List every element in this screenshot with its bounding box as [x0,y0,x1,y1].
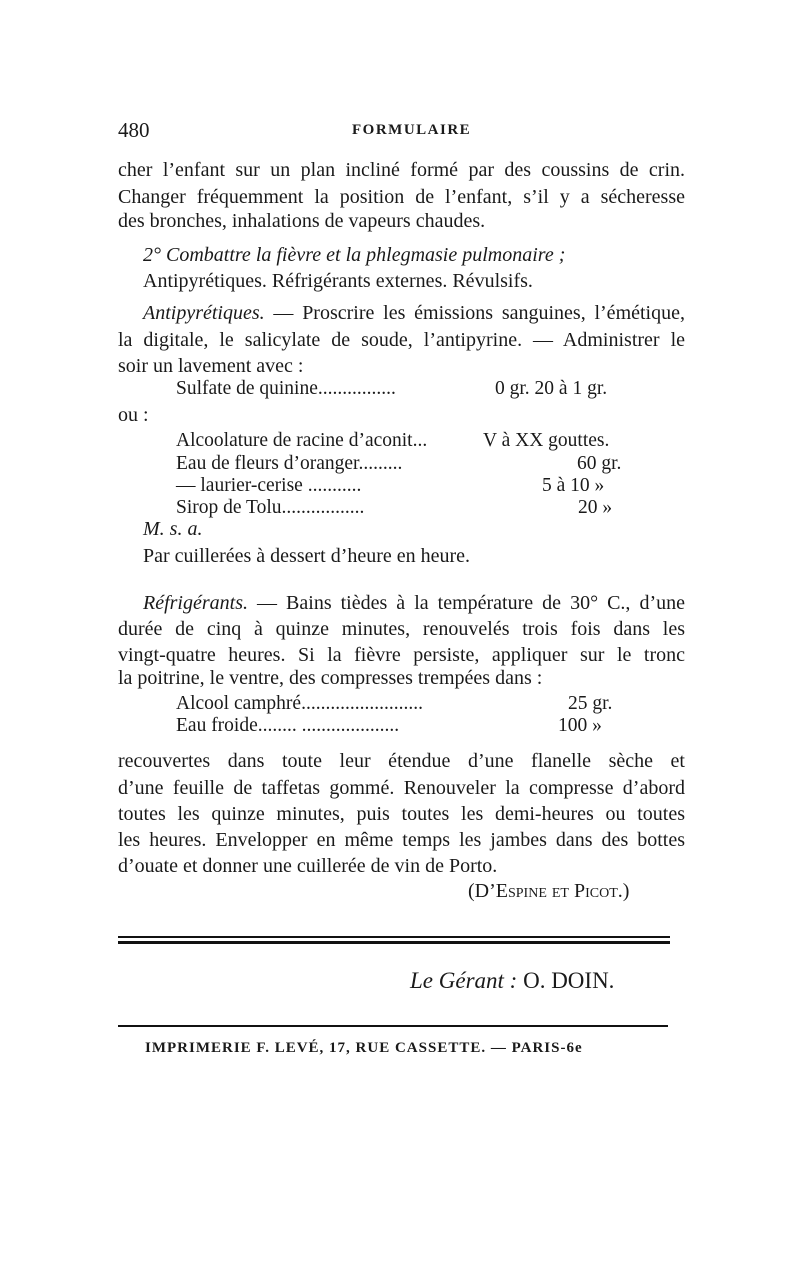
body-line: vingt-quatre heures. Si la fièvre persiste, appliquer sur le tronc [118,644,685,666]
formula-ingredient: Eau de fleurs d’oranger......... [176,453,403,474]
antipyretiques-line [143,300,685,326]
antipyretiques-text: — Proscrire les émissions sanguines, l’émétique, [264,302,685,324]
printer-imprint: IMPRIMERIE F. LEVÉ, 17, RUE CASSETTE. — PARIS-6e [145,1040,583,1056]
formula-dose: 5 à 10 » [542,475,605,496]
body-line: cher l’enfant sur un plan incliné formé par des coussins de crin. [118,159,685,181]
body-line: d’une feuille de taffetas gommé. Renouveler la compresse d’abord [118,777,685,799]
body-line: soir un lavement avec : [118,355,304,377]
signature-name: O. DOIN. [523,968,615,993]
formula-dose: 60 gr. [577,453,622,474]
imprint-rule [118,1025,668,1027]
attribution: (D’Espine et Picot.) [468,880,630,902]
body-line: d’ouate et donner une cuillerée de vin de Porto. [118,855,498,877]
signature-line [410,968,614,994]
formula-ingredient: Eau froide........ .................... [176,715,400,736]
running-head: FORMULAIRE [352,122,472,138]
formula-ingredient: Alcool camphré......................... [176,693,423,714]
body-line: des bronches, inhalations de vapeurs chaudes. [118,210,486,232]
msa-label: M. s. a. [143,518,203,540]
body-line: la poitrine, le ventre, des compresses trempées dans : [118,667,543,689]
refrigerants-line [143,590,685,616]
body-line: Changer fréquemment la position de l’enfant, s’il y a sécheresse [118,186,685,208]
body-line: les heures. Envelopper en même temps les jambes dans des bottes [118,829,685,851]
page-number: 480 [118,118,150,142]
refrigerants-text: — Bains tièdes à la température de 30° C., d’une [248,592,685,614]
formula-ingredient: Alcoolature de racine d’aconit... [176,430,428,451]
formula-dose: 0 gr. 20 à 1 gr. [495,378,608,399]
formula-ingredient: Sirop de Tolu................. [176,497,365,518]
formula-dose: V à XX gouttes. [483,430,610,451]
antipyretiques-lead: Antipyrétiques. [143,302,265,324]
section-title: 2° Combattre la fièvre et la phlegmasie pulmonaire ; [143,244,566,266]
dosage-instruction: Par cuillerées à dessert d’heure en heure. [143,545,471,567]
ou-label: ou : [118,404,149,426]
body-line: recouvertes dans toute leur étendue d’une flanelle sèche et [118,750,685,772]
body-line: la digitale, le salicylate de soude, l’antipyrine. — Administrer le [118,329,685,351]
formula-ingredient: — laurier-cerise ........... [176,475,362,496]
separator-rule [118,941,670,944]
signature-label: Le Gérant : [410,968,518,993]
body-line: toutes les quinze minutes, puis toutes les demi-heures ou toutes [118,803,685,825]
formula-ingredient: Sulfate de quinine................ [176,378,396,399]
formula-dose: 25 gr. [568,693,613,714]
body-line: durée de cinq à quinze minutes, renouvelés trois fois dans les [118,618,685,640]
formula-dose: 20 » [578,497,613,518]
refrigerants-lead: Réfrigérants. [143,592,248,614]
separator-rule [118,936,670,938]
formula-dose: 100 » [558,715,602,736]
section-subtitle: Antipyrétiques. Réfrigérants externes. Révulsifs. [143,270,533,292]
